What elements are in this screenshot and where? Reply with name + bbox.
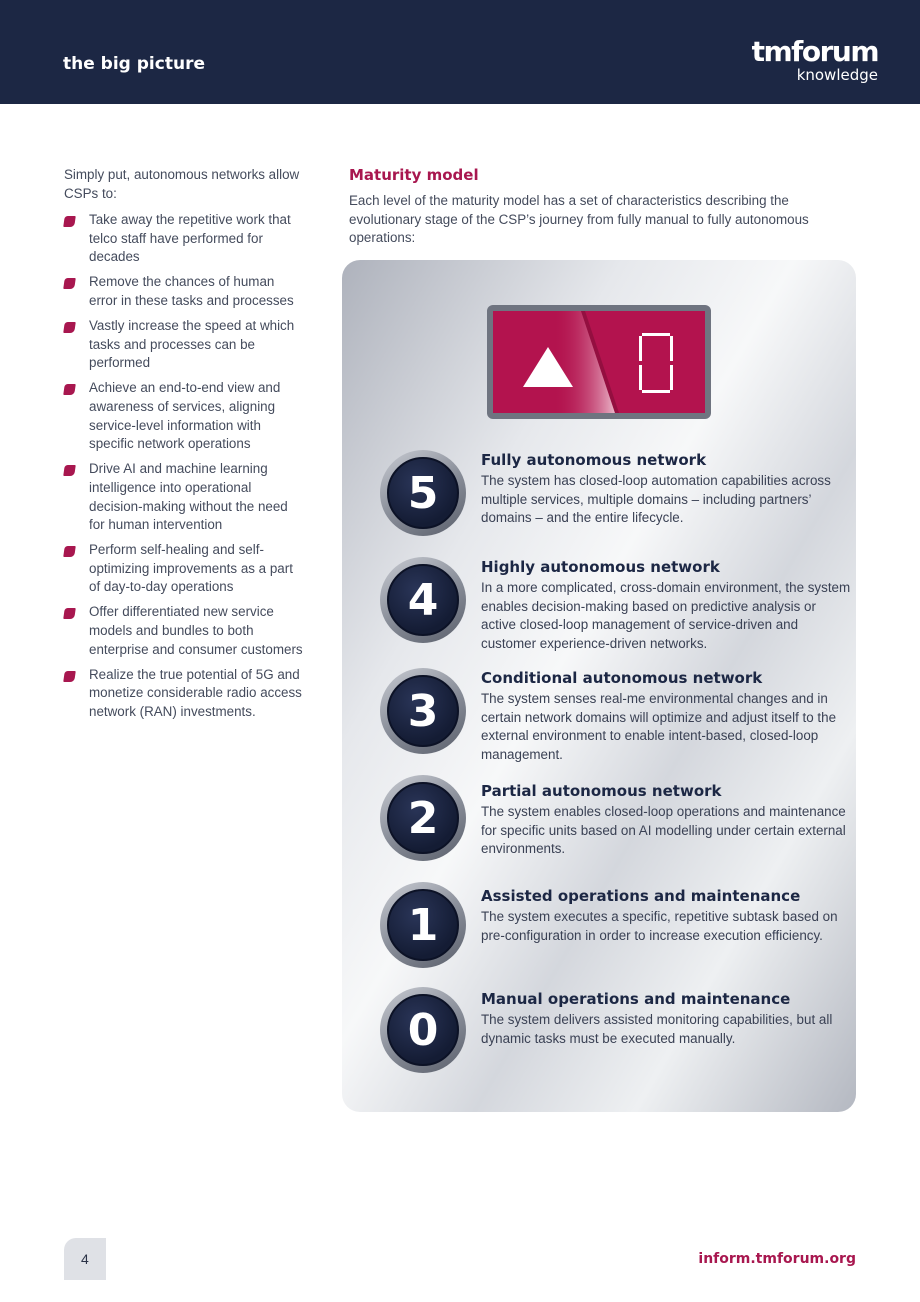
level-number: 1 xyxy=(387,889,459,961)
level-badge xyxy=(380,668,466,754)
page-number-box xyxy=(64,1238,106,1280)
list-item-text: Take away the repetitive work that telco staff have performed for decades xyxy=(89,212,291,265)
page-header xyxy=(0,0,920,104)
left-column xyxy=(64,166,304,728)
seven-segment-digit xyxy=(639,333,673,393)
level-description: The system enables closed-loop operations and maintenance for specific units based on AI modelling under certain external environments. xyxy=(481,804,846,857)
list-item xyxy=(64,541,304,597)
level-number: 0 xyxy=(387,994,459,1066)
level-title: Conditional autonomous network xyxy=(481,669,763,687)
maturity-panel xyxy=(342,260,856,1112)
level-title: Fully autonomous network xyxy=(481,451,707,469)
list-item-text: Perform self-healing and self-optimizing improvements as a part of day-to-day operations xyxy=(89,542,293,595)
page-number: 4 xyxy=(81,1251,89,1267)
up-arrow-icon xyxy=(523,347,573,387)
level-badge xyxy=(380,987,466,1073)
level-description: The system executes a specific, repetitive subtask based on pre-configuration in order to increase execution efficiency. xyxy=(481,909,838,943)
level-title: Highly autonomous network xyxy=(481,558,720,576)
list-item xyxy=(64,211,304,267)
tmforum-logo[interactable] xyxy=(751,35,878,84)
level-description: The system delivers assisted monitoring capabilities, but all dynamic tasks must be executed manually. xyxy=(481,1012,833,1046)
header-title: the big picture xyxy=(63,54,205,74)
level-title: Assisted operations and maintenance xyxy=(481,887,801,905)
intro-text: Simply put, autonomous networks allow CSPs to: xyxy=(64,167,300,201)
list-item xyxy=(64,317,304,373)
list-item xyxy=(64,379,304,453)
list-item xyxy=(64,273,304,310)
list-item-text: Realize the true potential of 5G and monetize considerable radio access network (RAN) investments. xyxy=(89,666,302,719)
bullet-icon xyxy=(63,384,76,395)
bullet-icon xyxy=(63,322,76,333)
level-badge xyxy=(380,557,466,643)
elevator-display xyxy=(487,305,711,419)
logo-sub-text: knowledge xyxy=(796,66,878,84)
bullet-icon xyxy=(63,671,76,682)
list-item-text: Vastly increase the speed at which tasks and processes can be performed xyxy=(89,318,295,371)
level-description: The system has closed-loop automation capabilities across multiple services, multiple domains – including partners’ domains – and the entire lifecycle. xyxy=(481,473,831,526)
list-item-text: Remove the chances of human error in these tasks and processes xyxy=(89,274,294,309)
level-description: In a more complicated, cross-domain environment, the system enables decision-making based on predictive analysis or active closed-loop management of service-driven and customer experience-driven networks. xyxy=(481,580,851,651)
level-number: 5 xyxy=(387,457,459,529)
bullet-icon xyxy=(63,465,76,476)
level-number: 3 xyxy=(387,675,459,747)
bullet-icon xyxy=(63,546,76,557)
level-title: Manual operations and maintenance xyxy=(481,990,791,1008)
section-description: Each level of the maturity model has a set of characteristics describing the evolutionary stage of the CSP’s journey from fully manual to fully autonomous operations: xyxy=(349,193,809,246)
logo-main-text: tmforum xyxy=(751,35,878,68)
level-number: 4 xyxy=(387,564,459,636)
list-item xyxy=(64,460,304,534)
list-item-text: Drive AI and machine learning intelligence into operational decision-making without the need for human intervention xyxy=(89,461,288,533)
bullet-icon xyxy=(63,608,76,619)
benefits-list xyxy=(64,211,304,721)
level-number: 2 xyxy=(387,782,459,854)
level-description: The system senses real-me environmental changes and in certain network domains will optimize and adjust itself to the external environment to enable intent-based, closed-loop management. xyxy=(481,691,837,762)
list-item-text: Achieve an end-to-end view and awareness of services, aligning service-level information with specific network operations xyxy=(89,380,281,452)
footer-link[interactable]: inform.tmforum.org xyxy=(698,1251,856,1267)
level-title: Partial autonomous network xyxy=(481,782,722,800)
list-item-text: Offer differentiated new service models and bundles to both enterprise and consumer customers xyxy=(89,604,303,657)
list-item xyxy=(64,666,304,722)
display-screen xyxy=(493,311,705,413)
level-badge xyxy=(380,882,466,968)
bullet-icon xyxy=(63,216,76,227)
list-item xyxy=(64,603,304,659)
level-badge xyxy=(380,450,466,536)
level-badge xyxy=(380,775,466,861)
bullet-icon xyxy=(63,278,76,289)
section-title: Maturity model xyxy=(349,166,479,184)
